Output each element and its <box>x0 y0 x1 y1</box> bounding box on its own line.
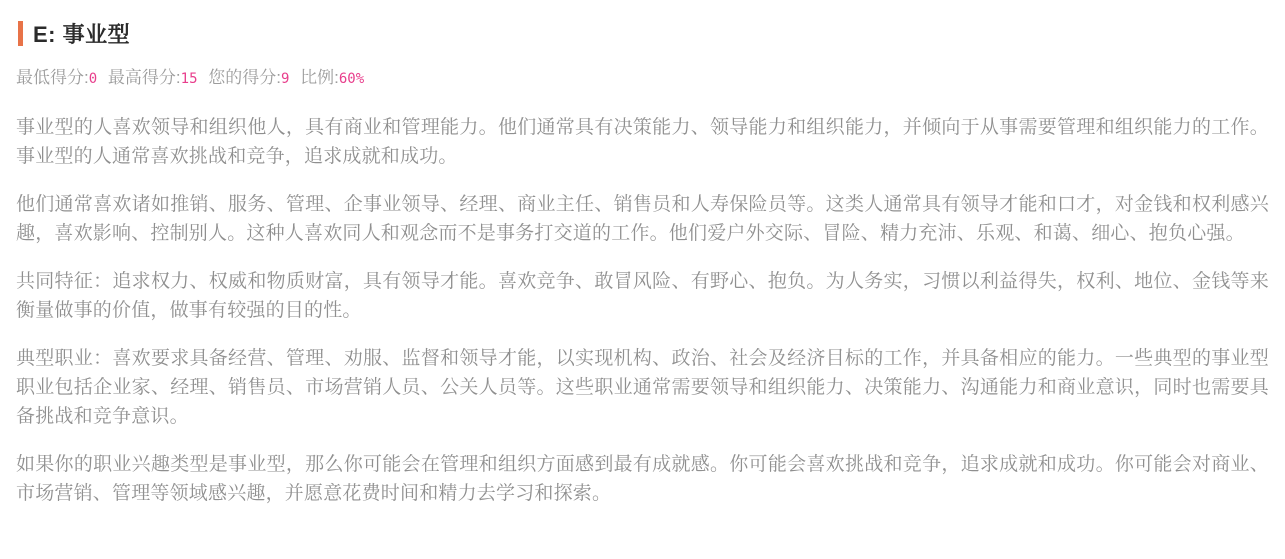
score-item-ratio <box>300 68 364 87</box>
description-paragraph-common-traits: 共同特征：追求权力、权威和物质财富，具有领导才能。喜欢竞争、敢冒风险、有野心、抱负。为人务实，习惯以利益得失，权利、地位、金钱等来衡量做事的价值，做事有较强的目的性。 <box>16 271 1269 321</box>
score-value-min: 0 <box>88 71 98 87</box>
description-paragraph-advice: 如果你的职业兴趣类型是事业型，那么你可能会在管理和组织方面感到最有成就感。你可能会喜欢挑战和竞争，追求成就和成功。你可能会对商业、市场营销、管理等领域感兴趣，并愿意花费时间和精力去学习和探索。 <box>16 454 1269 504</box>
score-summary <box>16 68 1269 89</box>
score-value-max: 15 <box>180 71 198 87</box>
score-item-min <box>16 68 97 87</box>
section-header <box>18 18 1269 49</box>
score-label-min: 最低得分: <box>16 68 89 87</box>
score-label-max: 最高得分: <box>107 68 181 87</box>
description-paragraph-preferences: 他们通常喜欢诸如推销、服务、管理、企事业领导、经理、商业主任、销售员和人寿保险员等。这类人通常具有领导才能和口才，对金钱和权利感兴趣，喜欢影响、控制别人。这种人喜欢同人和观念而不是事务打交道的工作。他们爱户外交际、冒险、精力充沛、乐观、和蔼、细心、抱负心强。 <box>16 194 1269 244</box>
description-paragraph-typical-careers: 典型职业：喜欢要求具备经营、管理、劝服、监督和领导才能，以实现机构、政治、社会及经济目标的工作，并具备相应的能力。一些典型的事业型职业包括企业家、经理、销售员、市场营销人员、公关人员等。这些职业通常需要领导和组织能力、决策能力、沟通能力和商业意识，同时也需要具备挑战和竞争意识。 <box>16 348 1269 427</box>
score-label-your: 您的得分: <box>208 68 281 87</box>
description-paragraph-overview: 事业型的人喜欢领导和组织他人，具有商业和管理能力。他们通常具有决策能力、领导能力和组织能力，并倾向于从事需要管理和组织能力的工作。事业型的人通常喜欢挑战和竞争，追求成就和成功。 <box>16 117 1269 167</box>
accent-bar <box>18 21 23 46</box>
score-item-your <box>208 68 289 87</box>
page-title: E: 事业型 <box>33 22 131 47</box>
score-value-ratio: 60% <box>338 71 365 87</box>
score-label-ratio: 比例: <box>300 68 339 87</box>
score-value-your: 9 <box>280 71 290 87</box>
score-item-max <box>108 68 198 87</box>
